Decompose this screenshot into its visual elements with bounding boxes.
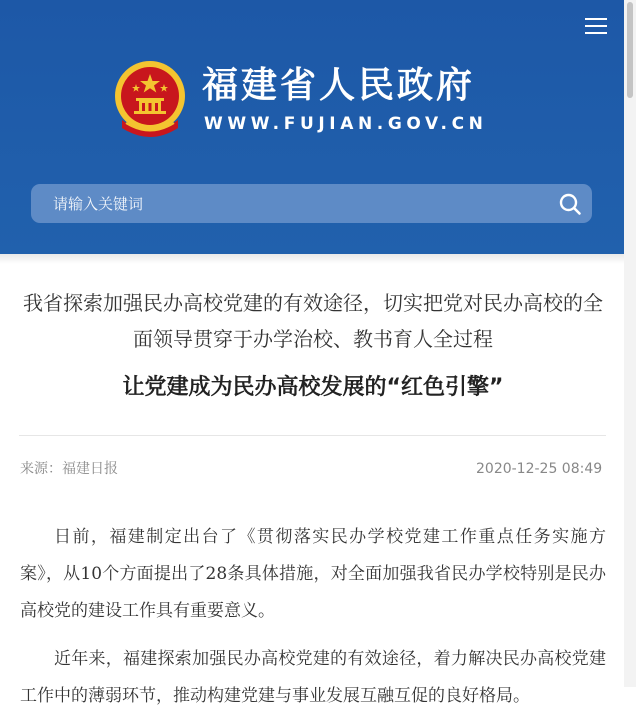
national-emblem-icon [112, 60, 188, 142]
article-source: 来源：福建日报 [20, 461, 118, 477]
article-date: 2020-12-25 08:49 [476, 461, 603, 477]
article-title: 让党建成为民办高校发展的“红色引擎” [122, 375, 504, 400]
article-paragraph: 日前，福建制定出台了《贯彻落实民办学校党建工作重点任务实施方案》，从10个方面提出了28条具体措施，对全面加强我省民办学校特别是民办高校党的建设工作具有重要意义。 [20, 527, 606, 621]
article-subtitle: 我省探索加强民办高校党建的有效途径，切实把党对民办高校的全面领导贯穿于办学治校、教书育人全过程 [23, 291, 603, 351]
scrollbar-thumb[interactable] [627, 2, 633, 98]
scrollbar-track[interactable] [624, 0, 636, 687]
hamburger-menu-icon[interactable] [585, 18, 607, 38]
search-icon[interactable] [558, 192, 582, 216]
site-url: WWW.FUJIAN.GOV.CN [204, 114, 488, 134]
site-name: 福建省人民政府 [202, 65, 476, 106]
divider [19, 435, 606, 436]
header-shadow [0, 254, 624, 264]
search-input[interactable] [31, 184, 541, 223]
article-paragraph: 近年来，福建探索加强民办高校党建的有效途径，着力解决民办高校党建工作中的薄弱环节，推动构建党建与事业发展互融互促的良好格局。 [20, 649, 606, 706]
search-bar [31, 184, 592, 223]
